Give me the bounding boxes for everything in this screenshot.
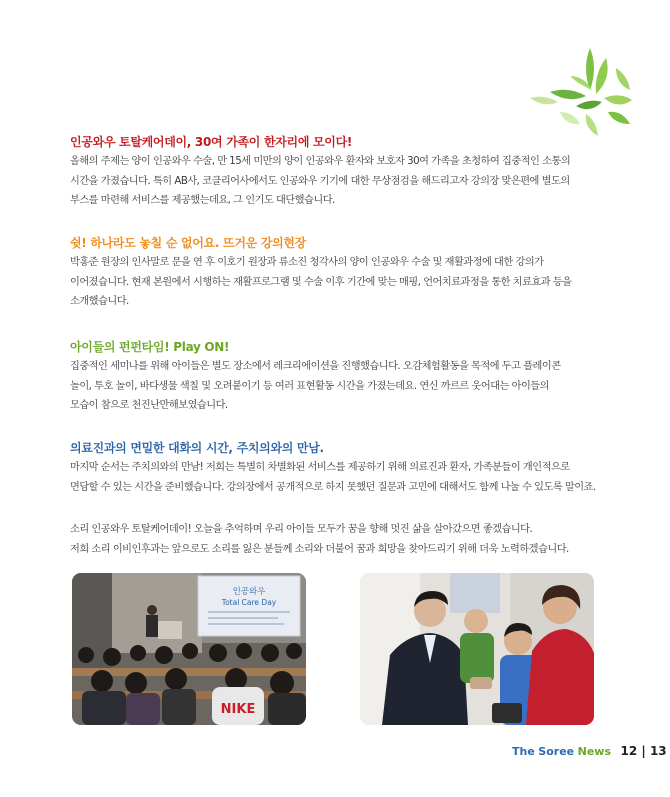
- section-4-paragraph: [70, 458, 600, 497]
- lecture-photo: [72, 573, 306, 725]
- lecture-photo-image: [72, 573, 306, 725]
- section-4-heading: 의료진과의 면밀한 대화의 시간, 주치의와의 만남.: [70, 441, 324, 455]
- section-3: [70, 338, 600, 416]
- paragraph-line: 놀이, 투호 놀이, 바다생물 색칠 및 오려붙이기 등 여러 표현활동 시간을 가졌는데요. 연신 까르르 웃어대는 아이들의: [70, 380, 549, 392]
- section-3-heading: 아이들의 펀펀타임! Play ON!: [70, 340, 230, 354]
- paragraph-line: 이어졌습니다. 현재 본원에서 시행하는 재활프로그램 및 수술 이후 기간에 맞는 매핑, 언어치료과정을 통한 치료효과 등을: [70, 276, 572, 288]
- paragraph-line: 집중적인 세미나를 위해 아이들은 별도 장소에서 레크리에이션을 진행했습니다. 오감체험활동을 목적에 두고 플레이콘: [70, 361, 561, 372]
- paragraph-line: 면담할 수 있는 시간을 준비했습니다. 강의장에서 공개적으로 하지 못했던 질문과 고민에 대해서도 함께 나눌 수 있도록 말이죠.: [70, 481, 596, 493]
- shirt-text: NIKE: [220, 702, 256, 717]
- paragraph-line: 올해의 주제는 양이 인공와우 수술, 만 15세 미만의 양이 인공와우 환자와 보호자 30여 가족을 초청하여 집중적인 소통의: [70, 156, 571, 167]
- section-2-heading: 쉿! 하나라도 놓칠 순 없어요. 뜨거운 강의현장: [70, 236, 306, 250]
- leaf-decoration-icon: [520, 28, 645, 148]
- section-1: [70, 133, 600, 211]
- section-4: [70, 439, 600, 497]
- paragraph-line: 모습이 참으로 천진난만해보였습니다.: [70, 400, 228, 411]
- screen-title-text: 인공와우: [232, 587, 266, 597]
- page-footer: [512, 744, 667, 758]
- consultation-photo-image: [360, 573, 594, 725]
- paragraph-line: 소리 인공와우 토탈케어데이! 오늘을 추억하며 우리 아이들 모두가 꿈을 향해 멋진 삶을 살아갔으면 좋겠습니다.: [70, 524, 533, 535]
- section-2: [70, 234, 600, 312]
- section-2-paragraph: [70, 253, 600, 312]
- closing-section: [70, 520, 600, 559]
- section-1-heading: 인공와우 토탈케어데이, 30여 가족이 한자리에 모이다!: [70, 135, 353, 149]
- paragraph-line: 부스를 마련해 서비스를 제공했는데요, 그 인기도 대단했습니다.: [70, 195, 335, 206]
- section-3-paragraph: [70, 357, 600, 416]
- paragraph-line: 마지막 순서는 주치의와의 만남! 저희는 특별히 차별화된 서비스를 제공하기 위해 의료진과 환자, 가족분들이 개인적으로: [70, 462, 570, 473]
- brand-soree: Soree: [538, 745, 575, 758]
- section-1-paragraph: [70, 152, 600, 211]
- screen-subtitle-text: Total Care Day: [221, 598, 277, 607]
- paragraph-line: 박홍준 원장의 인사말로 문을 연 후 이호기 원장과 류소진 청각사의 양이 인공와우 수술 및 재활과정에 대한 강의가: [70, 257, 544, 268]
- paragraph-line: 시간을 가졌습니다. 특히 AB사, 코클리어사에서도 인공와우 기기에 대한 무상점검을 해드리고자 강의장 맞은편에 별도의: [70, 175, 570, 187]
- page-numbers: 12 | 13: [620, 744, 667, 758]
- consultation-photo: [360, 573, 594, 725]
- paragraph-line: 소개했습니다.: [70, 296, 129, 307]
- brand-news: News: [577, 745, 612, 758]
- brand-the: The: [512, 745, 535, 758]
- paragraph-line: 저희 소리 이비인후과는 앞으로도 소리를 잃은 분들께 소리와 더불어 꿈과 희망을 찾아드리기 위해 더욱 노력하겠습니다.: [70, 543, 569, 555]
- closing-paragraph: [70, 520, 600, 559]
